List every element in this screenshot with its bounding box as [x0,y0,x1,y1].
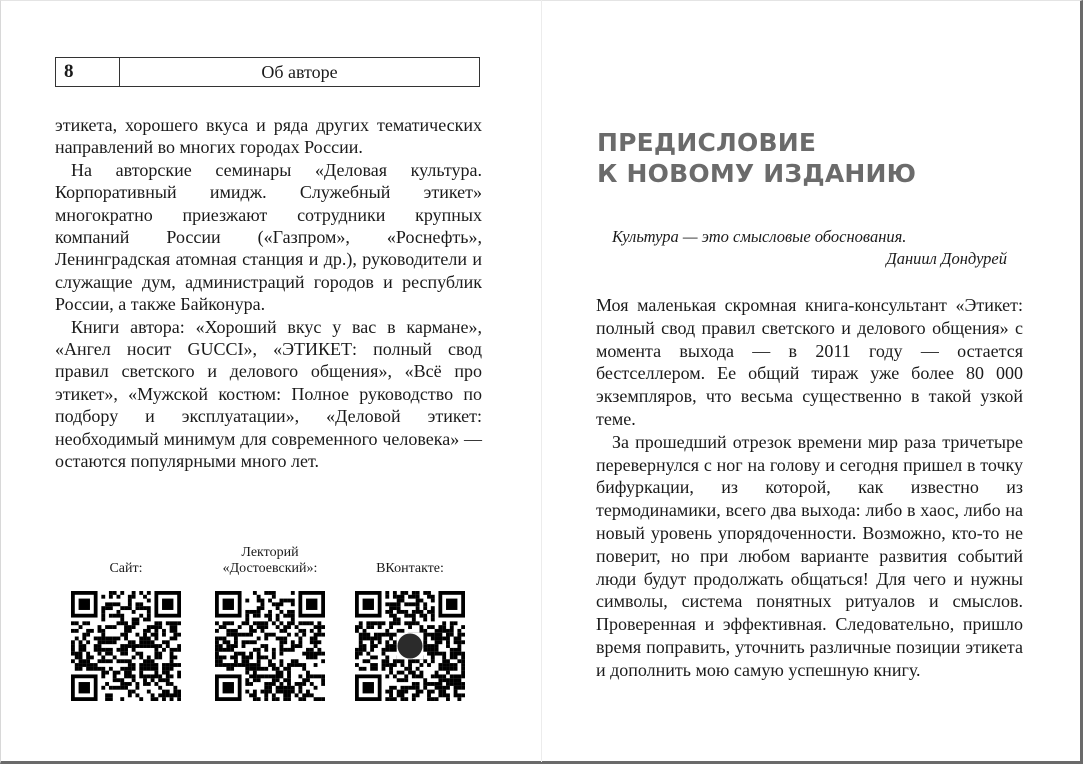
qr-block-site[interactable] [51,543,201,706]
avatar [397,633,422,658]
chapter-title [597,127,916,189]
paragraph: За прошедший отрезок времени мир раза тричетыре перевернулся с ног на голову и сегодня пришел в точку бифуркации, из которой, как известно из термодинамики, всего два выхода: либо в хаос, либо на новый уровень упорядоченности. Возможно, кто-то не поверит, но при любом варианте развития событий люди будут продолжать общаться! Для чего и нужны символы, система понятных ритуалов и смыслов. Проверенная и эффективная. Следовательно, пришло время поправить, уточнить различные позиции этикета и дополнить мою самую успешную книгу. [596,431,1023,680]
qr-label: Лекторий «Достоевский»: [222,545,318,576]
qr-block-lectorium[interactable] [195,543,345,706]
running-header-title: Об авторе [261,61,338,82]
epigraph-author: Даниил Дондурей [886,249,1007,268]
paragraph: этикета, хорошего вкуса и ряда других тематических направлений во многих городах России. [55,115,482,158]
qr-code-icon[interactable] [215,591,325,701]
spread-gutter [541,0,542,762]
left-page-body [55,114,482,473]
running-header [55,57,480,87]
paragraph: Моя маленькая скромная книга-консультант «Этикет: полный свод правил светского и делового общения» с момента выхода — в 2011 году — остается бестселлером. Ее общий тираж уже более 80 000 экземпляров, что весьма существенно в такой узкой теме. [596,295,1023,429]
chapter-title-line: К НОВОМУ ИЗДАНИЮ [597,159,917,188]
right-page-body [596,294,1023,682]
qr-code-icon[interactable] [71,591,181,701]
qr-code-icon[interactable] [355,591,465,701]
paragraph: На авторские семинары «Деловая культура. Корпоративный имидж. Служебный этикет» многократно приезжают сотрудники крупных компаний России («Газпром», «Роснефть», Ленинградская атомная станция и др.), руководители и служащие дум, администраций городов и республик России, а также Байконура. [55,159,482,315]
chapter-title-line: ПРЕДИСЛОВИЕ [597,128,817,157]
paragraph: Книги автора: «Хороший вкус у вас в кармане», «Ангел носит GUCCI», «ЭТИКЕТ: полный свод правил светского и делового общения», «Всё про этикет», «Мужской костюм: Полное руководство по подбору и эксплуатации», «Деловой этикет: необходимый минимум для современного человека» — остаются популярными много лет. [55,316,482,472]
qr-block-vk[interactable] [335,543,485,706]
epigraph-quote: Культура — это смысловые обоснования. [612,227,907,246]
qr-label: Сайт: [109,561,143,576]
page-number: 8 [56,58,120,86]
qr-label: ВКонтакте: [376,561,444,576]
